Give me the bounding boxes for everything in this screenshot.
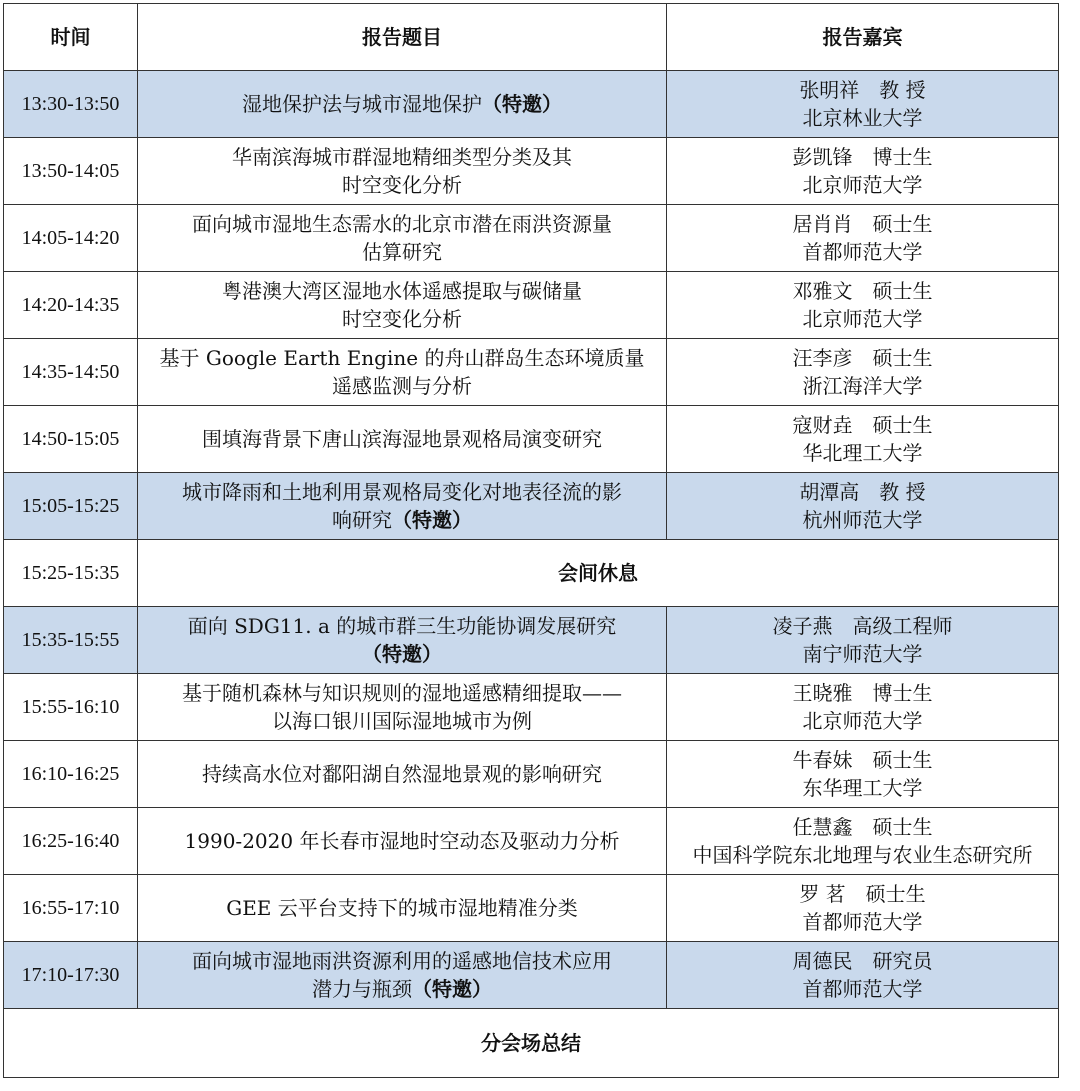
title-cell — [138, 71, 667, 138]
title-cell — [138, 339, 667, 406]
speaker-affiliation: 杭州师范大学 — [802, 508, 923, 532]
title-line: 华南滨海城市群湿地精细类型分类及其 — [232, 145, 572, 169]
speaker-affiliation: 北京林业大学 — [802, 106, 923, 130]
speaker-affiliation: 华北理工大学 — [802, 441, 923, 465]
special-tag: （特邀） — [412, 977, 492, 1001]
time-cell: 14:35-14:50 — [4, 339, 138, 406]
time-cell: 15:25-15:35 — [4, 540, 138, 607]
table-row — [4, 339, 1059, 406]
title-cell — [138, 138, 667, 205]
title-cell — [138, 875, 667, 942]
speaker-affiliation: 首都师范大学 — [802, 240, 923, 264]
time-cell: 16:10-16:25 — [4, 741, 138, 808]
title-line: 围填海背景下唐山滨海湿地景观格局演变研究 — [202, 427, 602, 451]
table-row — [4, 473, 1059, 540]
speaker-affiliation: 北京师范大学 — [802, 709, 923, 733]
title-line: 粤港澳大湾区湿地水体遥感提取与碳储量 — [222, 279, 582, 303]
title-cell — [138, 473, 667, 540]
time-cell: 14:20-14:35 — [4, 272, 138, 339]
speaker-affiliation: 中国科学院东北地理与农业生态研究所 — [692, 843, 1033, 867]
speaker-name: 牛春妹 硕士生 — [792, 748, 933, 772]
speaker-affiliation: 东华理工大学 — [802, 776, 923, 800]
title-line: 响研究 — [332, 508, 392, 532]
summary-cell: 分会场总结 — [4, 1009, 1059, 1078]
table-row — [4, 942, 1059, 1009]
speaker-name: 周德民 研究员 — [792, 949, 933, 973]
title-cell — [138, 272, 667, 339]
title-line: GEE 云平台支持下的城市湿地精准分类 — [226, 896, 578, 920]
time-cell: 13:50-14:05 — [4, 138, 138, 205]
table-row — [4, 205, 1059, 272]
table-row — [4, 674, 1059, 741]
table-row — [4, 607, 1059, 674]
speaker-name: 彭凯锋 博士生 — [792, 145, 933, 169]
speaker-cell — [667, 339, 1059, 406]
time-cell: 16:25-16:40 — [4, 808, 138, 875]
speaker-cell — [667, 205, 1059, 272]
title-line: 1990-2020 年长春市湿地时空动态及驱动力分析 — [184, 829, 620, 853]
time-cell: 15:55-16:10 — [4, 674, 138, 741]
header-speaker: 报告嘉宾 — [667, 4, 1059, 71]
title-text: 湿地保护法与城市湿地保护 — [242, 92, 482, 116]
time-cell: 15:35-15:55 — [4, 607, 138, 674]
title-line: 基于 Google Earth Engine 的舟山群岛生态环境质量 — [159, 346, 645, 370]
table-row — [4, 71, 1059, 138]
time-cell: 14:50-15:05 — [4, 406, 138, 473]
speaker-cell — [667, 138, 1059, 205]
title-cell — [138, 942, 667, 1009]
speaker-affiliation: 南宁师范大学 — [802, 642, 923, 666]
speaker-affiliation: 首都师范大学 — [802, 910, 923, 934]
special-tag: （特邀） — [392, 508, 472, 532]
table-row — [4, 272, 1059, 339]
speaker-cell — [667, 942, 1059, 1009]
title-line: 时空变化分析 — [342, 307, 462, 331]
time-cell: 17:10-17:30 — [4, 942, 138, 1009]
title-line: 面向 SDG11. a 的城市群三生功能协调发展研究 — [187, 614, 617, 638]
time-cell: 15:05-15:25 — [4, 473, 138, 540]
title-cell — [138, 674, 667, 741]
break-cell: 会间休息 — [138, 540, 1059, 607]
title-cell — [138, 406, 667, 473]
table-row — [4, 406, 1059, 473]
agenda-table — [3, 3, 1059, 1078]
header-title: 报告题目 — [138, 4, 667, 71]
speaker-name: 任慧鑫 硕士生 — [792, 815, 933, 839]
speaker-affiliation: 首都师范大学 — [802, 977, 923, 1001]
title-line: 基于随机森林与知识规则的湿地遥感精细提取—— — [182, 681, 622, 705]
time-cell: 16:55-17:10 — [4, 875, 138, 942]
title-line: 潜力与瓶颈 — [312, 977, 412, 1001]
speaker-name: 凌子燕 高级工程师 — [772, 614, 953, 638]
title-cell — [138, 808, 667, 875]
table-row-break — [4, 540, 1059, 607]
speaker-name: 张明祥 教 授 — [799, 78, 926, 102]
table-row — [4, 741, 1059, 808]
title-line: 面向城市湿地雨洪资源利用的遥感地信技术应用 — [192, 949, 612, 973]
title-line: 以海口银川国际湿地城市为例 — [272, 709, 532, 733]
speaker-affiliation: 北京师范大学 — [802, 307, 923, 331]
speaker-name: 邓雅文 硕士生 — [792, 279, 933, 303]
table-row — [4, 808, 1059, 875]
speaker-name: 王晓雅 博士生 — [792, 681, 933, 705]
table-row — [4, 875, 1059, 942]
title-line: 时空变化分析 — [342, 173, 462, 197]
speaker-name: 寇财垚 硕士生 — [792, 413, 933, 437]
title-line: 遥感监测与分析 — [332, 374, 472, 398]
speaker-cell — [667, 875, 1059, 942]
time-cell: 13:30-13:50 — [4, 71, 138, 138]
speaker-affiliation: 浙江海洋大学 — [802, 374, 923, 398]
speaker-cell — [667, 406, 1059, 473]
title-cell — [138, 741, 667, 808]
title-cell — [138, 205, 667, 272]
special-tag: （特邀） — [362, 642, 442, 666]
special-tag: （特邀） — [482, 92, 562, 116]
title-line: 城市降雨和土地利用景观格局变化对地表径流的影 — [182, 480, 622, 504]
speaker-cell — [667, 473, 1059, 540]
time-cell: 14:05-14:20 — [4, 205, 138, 272]
title-line: 持续高水位对鄱阳湖自然湿地景观的影响研究 — [202, 762, 602, 786]
speaker-name: 汪李彦 硕士生 — [792, 346, 933, 370]
speaker-cell — [667, 674, 1059, 741]
speaker-cell — [667, 71, 1059, 138]
speaker-name: 居肖肖 硕士生 — [792, 212, 933, 236]
speaker-affiliation: 北京师范大学 — [802, 173, 923, 197]
speaker-name: 胡潭高 教 授 — [799, 480, 926, 504]
speaker-cell — [667, 607, 1059, 674]
title-line: 估算研究 — [362, 240, 442, 264]
speaker-cell — [667, 808, 1059, 875]
speaker-cell — [667, 741, 1059, 808]
table-row-summary — [4, 1009, 1059, 1078]
title-cell — [138, 607, 667, 674]
title-line: 面向城市湿地生态需水的北京市潜在雨洪资源量 — [192, 212, 612, 236]
table-row — [4, 138, 1059, 205]
speaker-cell — [667, 272, 1059, 339]
speaker-name: 罗 茗 硕士生 — [799, 882, 926, 906]
header-time: 时间 — [4, 4, 138, 71]
